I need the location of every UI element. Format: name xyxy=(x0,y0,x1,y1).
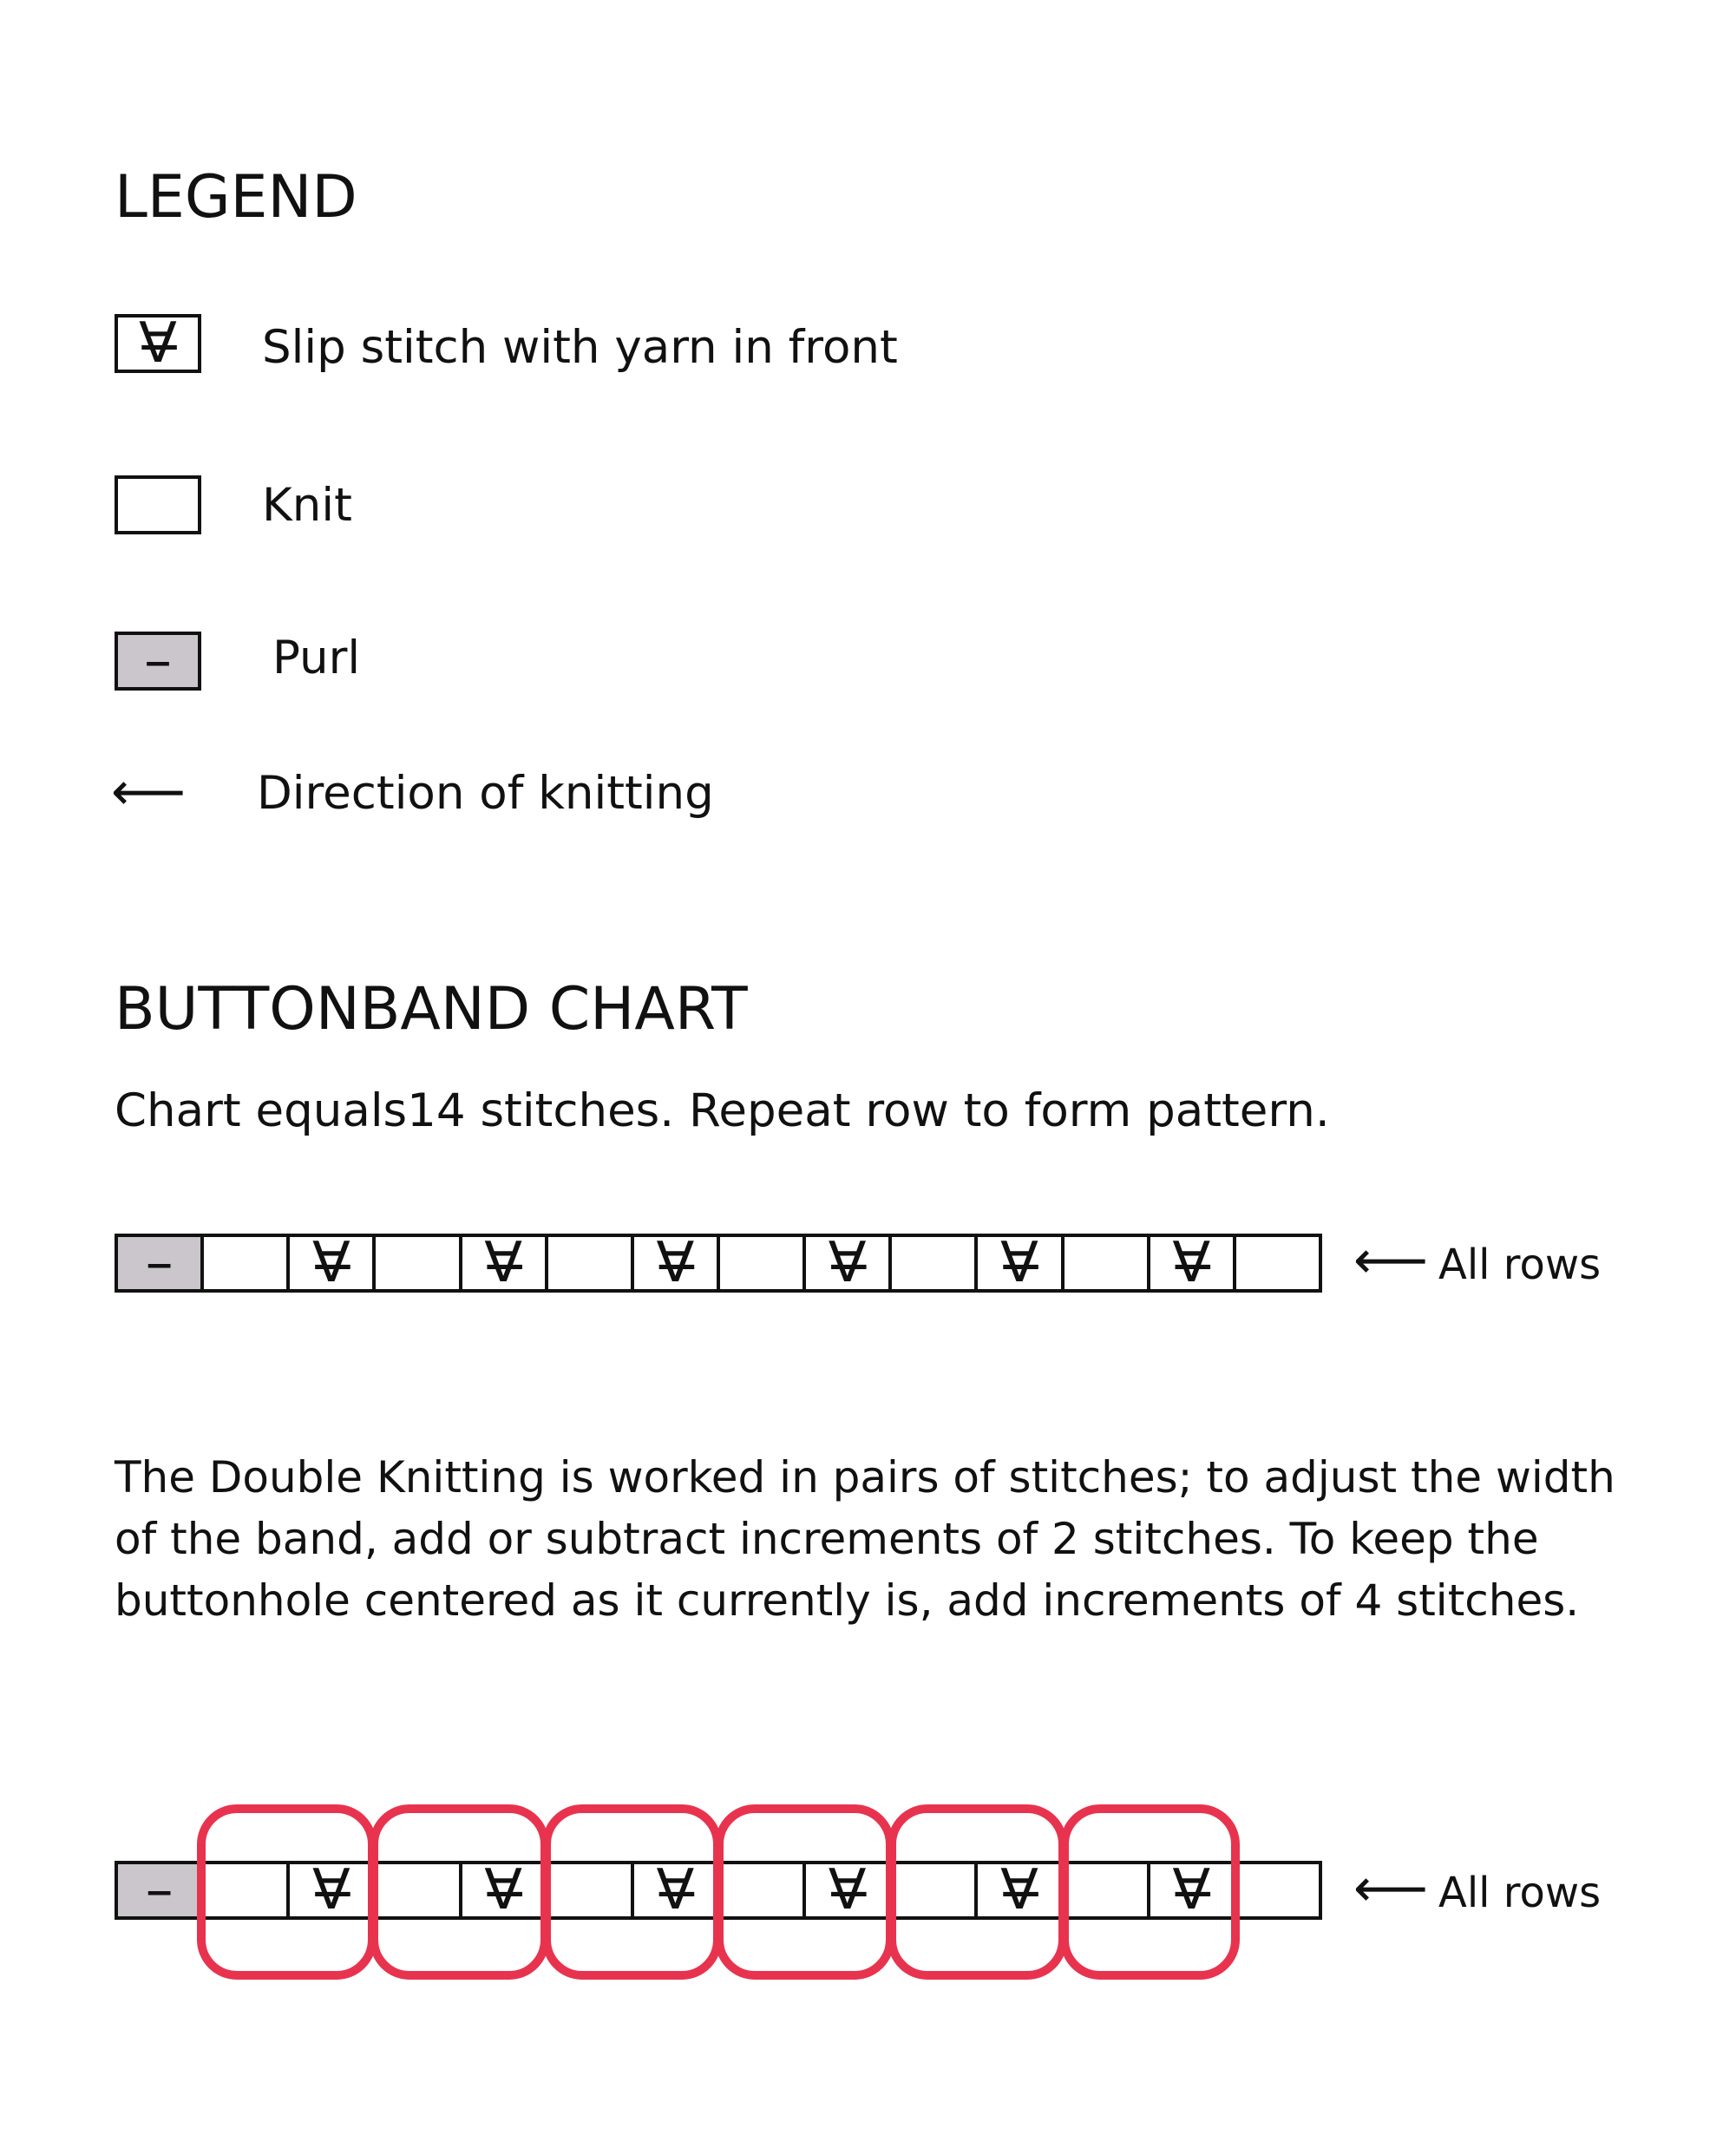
purl-stitch-icon: – xyxy=(145,1231,174,1295)
slip-stitch-icon: ∀̶ xyxy=(311,1231,350,1295)
purl-symbol xyxy=(115,629,201,693)
stitch-cell-slip xyxy=(1147,1231,1233,1295)
legend-label-purl: Purl xyxy=(272,632,361,684)
stitch-cell-slip xyxy=(974,1231,1060,1295)
stitch-pair-highlight xyxy=(542,1804,722,1980)
legend-label-knit: Knit xyxy=(262,479,352,532)
stitch-cell-slip xyxy=(631,1231,717,1295)
legend-label-direction: Direction of knitting xyxy=(257,767,714,820)
slip-stitch-icon: ∀̶ xyxy=(484,1231,523,1295)
stitch-cell-knit xyxy=(200,1237,286,1289)
row-label: All rows xyxy=(1438,1241,1602,1289)
stitch-cell-purl xyxy=(115,1858,200,1922)
purl-icon: – xyxy=(144,629,172,693)
slip-stitch-icon: ∀̶ xyxy=(311,1858,350,1922)
stitch-pair-highlight xyxy=(1060,1804,1240,1980)
stitch-pair-highlight xyxy=(888,1804,1067,1980)
knit-symbol xyxy=(115,475,201,534)
stitch-pair-highlight xyxy=(197,1804,377,1980)
stitch-cell-slip xyxy=(459,1231,545,1295)
slip-stitch-icon: ∀̶ xyxy=(656,1858,695,1922)
slip-stitch-icon: ∀̶ xyxy=(656,1231,695,1295)
slip-stitch-symbol xyxy=(115,311,201,376)
slip-stitch-icon: ∀̶ xyxy=(828,1858,867,1922)
stitch-cell-knit xyxy=(1233,1864,1319,1916)
slip-stitch-icon: ∀̶ xyxy=(828,1231,867,1295)
legend-title: LEGEND xyxy=(115,163,357,232)
stitch-pair-highlight xyxy=(715,1804,894,1980)
purl-stitch-icon: – xyxy=(145,1858,174,1922)
row-direction-arrow-icon: ⟵ xyxy=(1353,1230,1429,1291)
slip-stitch-icon: ∀̶ xyxy=(484,1858,523,1922)
chart-description: Chart equals14 stitches. Repeat row to form pattern. xyxy=(115,1084,1330,1137)
instructions-paragraph: The Double Knitting is worked in pairs of stitches; to adjust the width of the band, add or subtract increments of 2 stitches. To keep the buttonhole centered as it currently is, add increments of 4 stitches. xyxy=(115,1452,1615,1626)
stitch-cell-slip xyxy=(286,1231,372,1295)
slip-stitch-icon: ∀̶ xyxy=(1000,1858,1038,1922)
stitch-cell-knit xyxy=(1233,1237,1319,1289)
stitch-cell-slip xyxy=(802,1231,888,1295)
slip-stitch-icon: ∀̶ xyxy=(1000,1231,1038,1295)
stitch-cell-knit xyxy=(372,1237,458,1289)
slip-stitch-icon: ∀̶ xyxy=(139,311,177,376)
chart-title: BUTTONBAND CHART xyxy=(115,975,748,1044)
second-row-label: All rows xyxy=(1438,1869,1602,1917)
stitch-cell-knit xyxy=(545,1237,631,1289)
slip-stitch-icon: ∀̶ xyxy=(1172,1858,1211,1922)
stitch-cell-purl xyxy=(115,1231,200,1295)
direction-arrow-icon: ⟵ xyxy=(111,762,187,822)
legend-label-slip: Slip stitch with yarn in front xyxy=(262,321,898,374)
stitch-cell-knit xyxy=(1061,1237,1147,1289)
second-row-direction-arrow-icon: ⟵ xyxy=(1353,1858,1429,1919)
stitch-cell-knit xyxy=(888,1237,974,1289)
stitch-cell-knit xyxy=(717,1237,802,1289)
stitch-pair-highlight xyxy=(370,1804,549,1980)
slip-stitch-icon: ∀̶ xyxy=(1172,1231,1211,1295)
buttonband-chart-row xyxy=(115,1231,1322,1295)
